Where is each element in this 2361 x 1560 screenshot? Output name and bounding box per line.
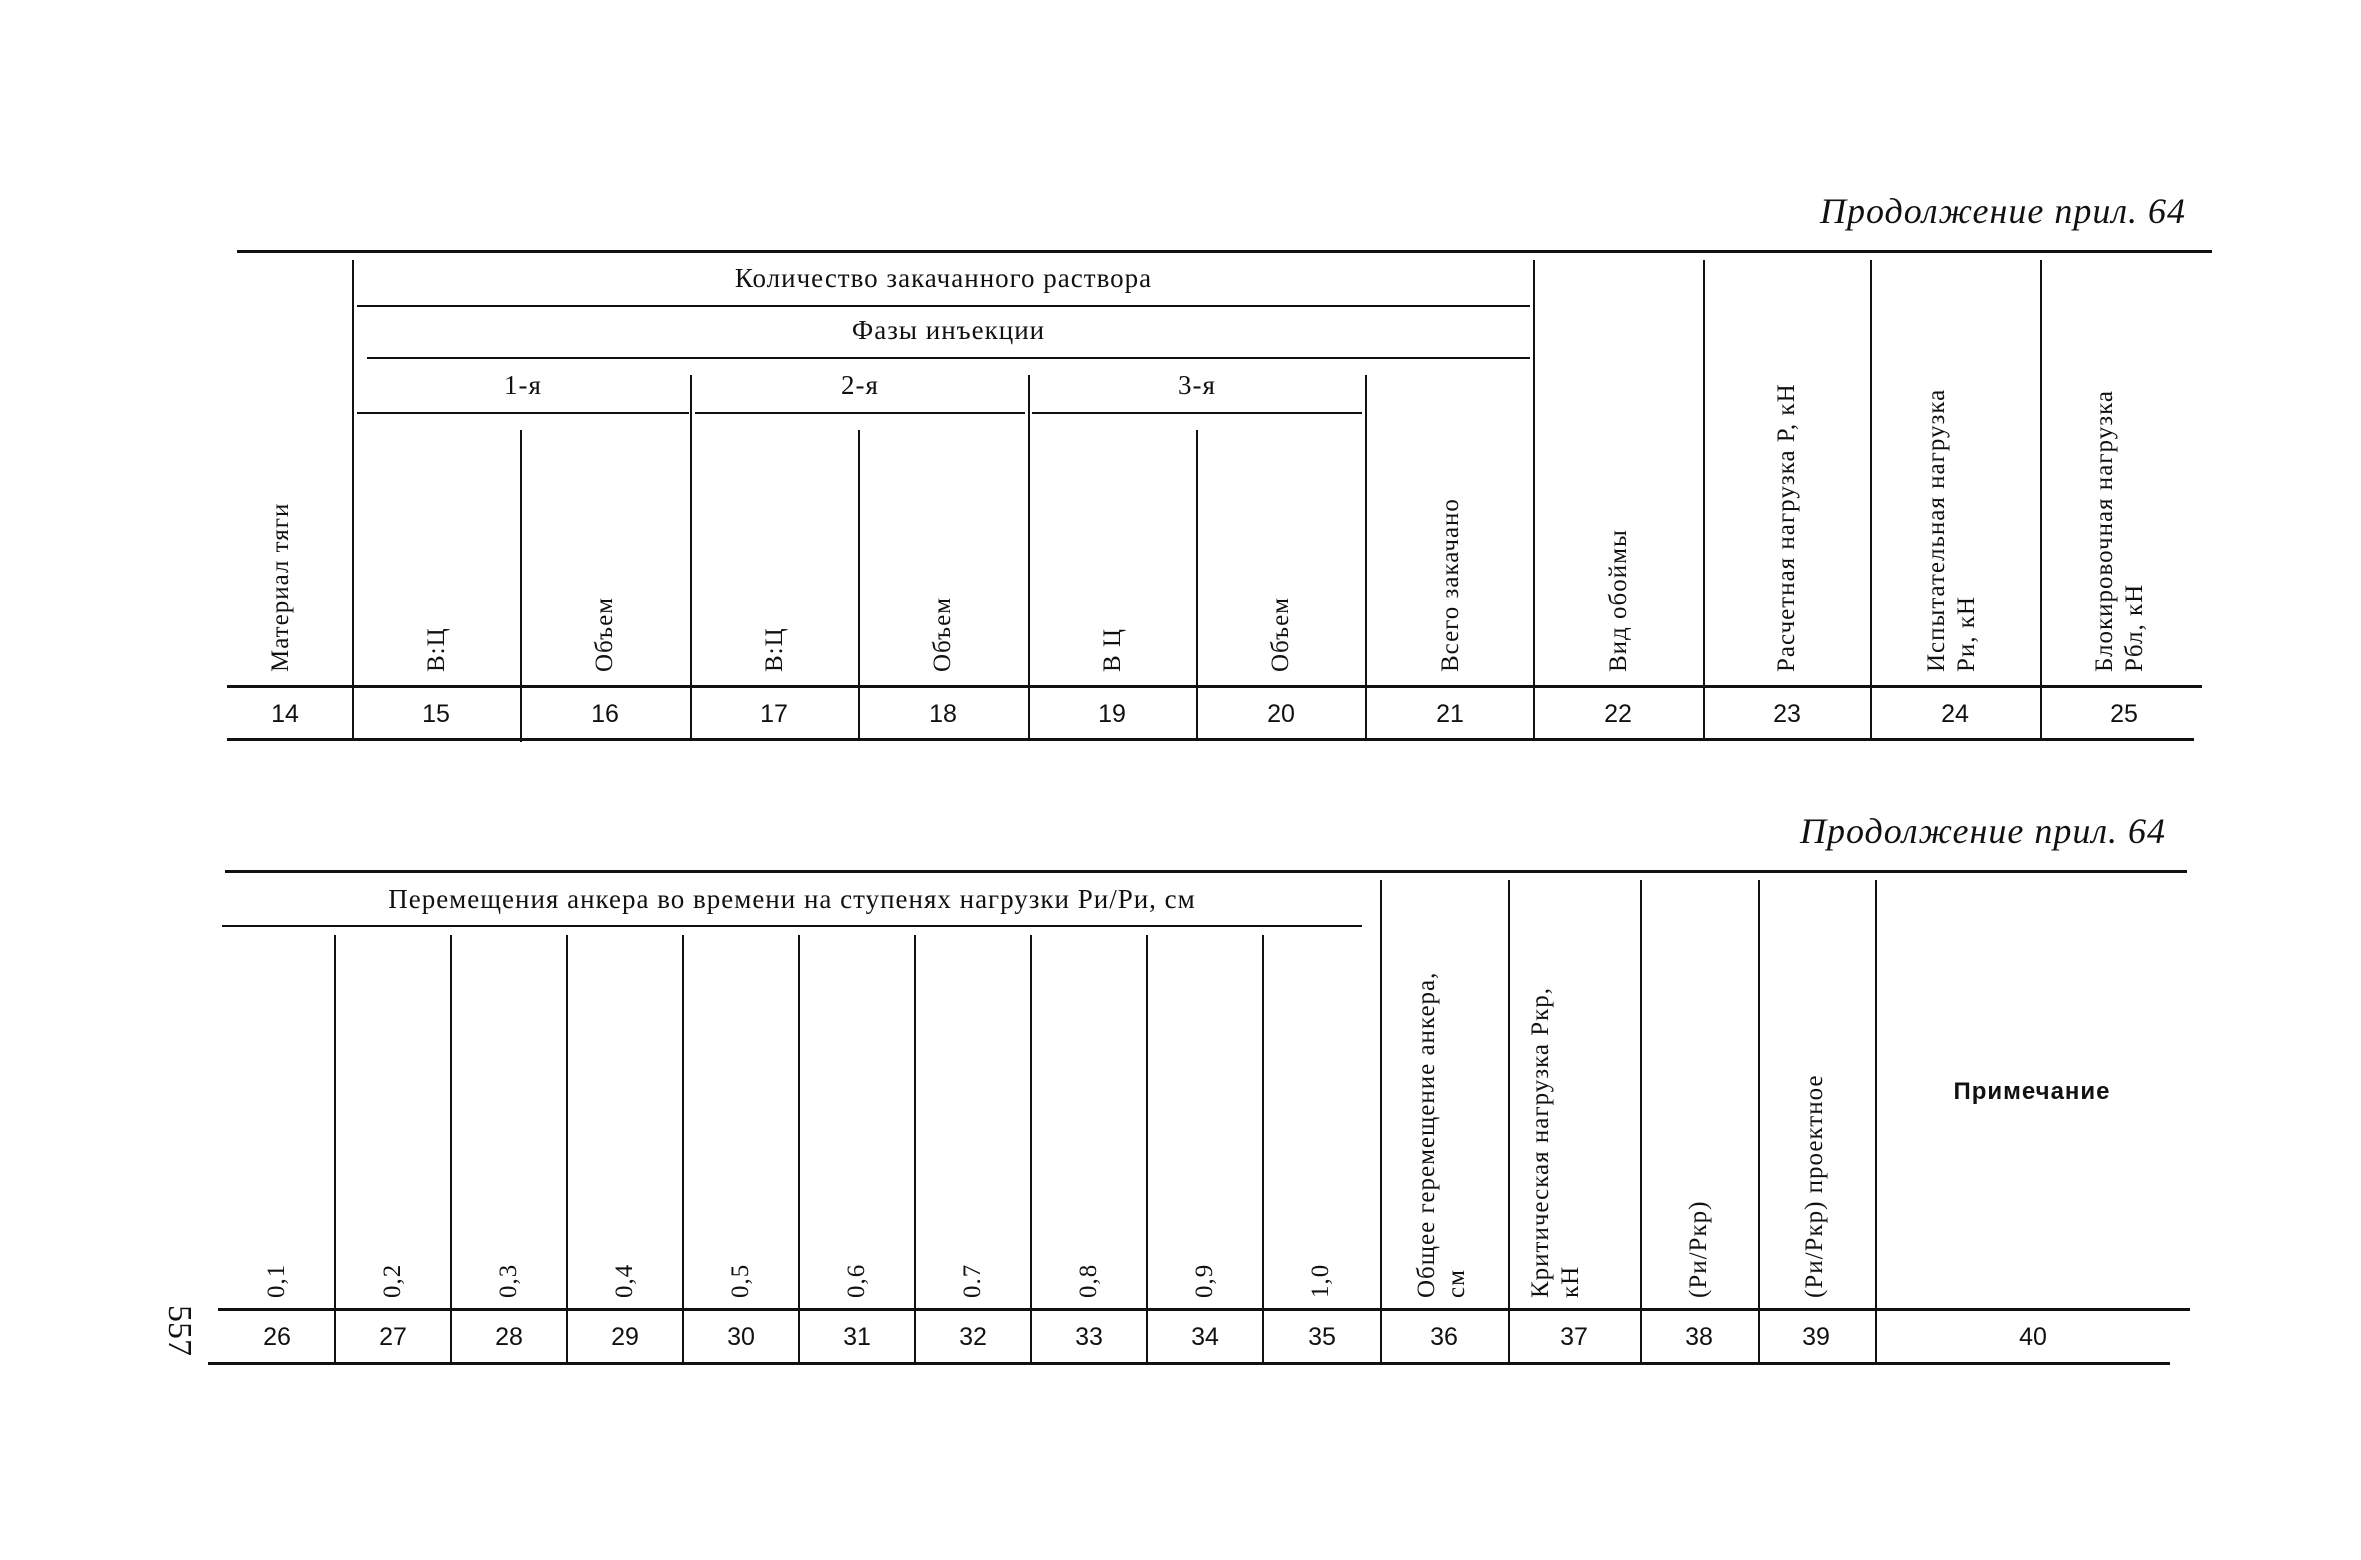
col-test-load-line2: Pи, кН <box>1953 596 1980 672</box>
col-number: 40 <box>2019 1323 2047 1351</box>
top-vline <box>690 375 692 740</box>
bottom-vline <box>682 935 684 1363</box>
col-bc-1: В:Ц <box>423 627 450 672</box>
col-total-pumped: Всего закачано <box>1437 498 1464 672</box>
subgroup-underline <box>367 357 1530 359</box>
col-number: 15 <box>422 700 450 728</box>
step-label: 0,6 <box>843 1263 870 1298</box>
step-label: 0,5 <box>727 1263 754 1298</box>
header-bottom-rule <box>227 685 2202 688</box>
bottom-group-title: Перемещения анкера во времени на ступенях нагрузки Pи/Pи, см <box>388 884 1196 914</box>
col-bc-3: В Ц <box>1099 628 1126 672</box>
col-test-load <box>1922 389 1982 672</box>
col-number: 27 <box>379 1323 407 1351</box>
col-number: 25 <box>2110 700 2138 728</box>
top-rule <box>237 250 2212 253</box>
col-number: 18 <box>929 700 957 728</box>
bottom-vline <box>1875 880 1877 1363</box>
phase-3-label: 3-я <box>1178 370 1216 400</box>
bottom-group-underline <box>222 925 1362 927</box>
bottom-vline <box>450 935 452 1363</box>
col-number: 14 <box>271 700 299 728</box>
col-critical-load-line1: Критическая нагрузка Pкр, <box>1527 986 1554 1298</box>
step-label: 1,0 <box>1307 1263 1334 1298</box>
bottom-vline <box>798 935 800 1363</box>
bottom-vline <box>1380 880 1382 1363</box>
col-block-load-line2: Pбл, кН <box>2121 583 2148 672</box>
bottom-vline <box>1640 880 1642 1363</box>
col-clip-type: Вид обоймы <box>1605 529 1632 672</box>
top-vline <box>1028 375 1030 740</box>
col-bc-2: В:Ц <box>761 627 788 672</box>
top-vline <box>1870 260 1872 740</box>
group-underline <box>357 305 1530 307</box>
step-label: 0,4 <box>611 1263 638 1298</box>
col-volume-1: Объем <box>591 597 618 672</box>
step-label: 0.7 <box>959 1263 986 1298</box>
bottom-vline <box>1262 935 1264 1363</box>
subgroup-title: Фазы инъекции <box>851 315 1046 345</box>
col-number: 30 <box>727 1323 755 1351</box>
phase-2-label: 2-я <box>841 370 879 400</box>
bottom-vline <box>334 935 336 1363</box>
col-number: 17 <box>760 700 788 728</box>
bottom-vline <box>914 935 916 1363</box>
col-number: 22 <box>1604 700 1632 728</box>
col-design-load: Расчетная нагрузка P, кН <box>1773 383 1800 672</box>
top-vline <box>858 430 860 740</box>
bottom-header-rule <box>218 1308 2190 1311</box>
top-vline <box>520 430 522 742</box>
top-continuation-title: Продолжение прил. 64 <box>1820 191 2187 231</box>
col-volume-3: Объем <box>1267 597 1294 672</box>
phase-underline-3 <box>1032 412 1362 414</box>
col-block-load-line1: Блокировочная нагрузка <box>2091 390 2118 672</box>
phase-1-label: 1-я <box>504 370 542 400</box>
bottom-continuation-title: Продолжение прил. 64 <box>1800 811 2167 851</box>
col-number: 34 <box>1191 1323 1219 1351</box>
bottom-vline <box>1758 880 1760 1363</box>
phase-underline-1 <box>357 412 689 414</box>
col-number: 39 <box>1802 1323 1830 1351</box>
step-label: 0,3 <box>495 1263 522 1298</box>
top-vline <box>1703 260 1705 740</box>
step-label: 0,1 <box>263 1263 290 1298</box>
bottom-vline <box>1146 935 1148 1363</box>
col-total-displacement <box>1412 972 1472 1298</box>
bottom-vline <box>566 935 568 1363</box>
step-label: 0,8 <box>1075 1263 1102 1298</box>
phase-underline-2 <box>695 412 1025 414</box>
col-material: Материал тяги <box>267 502 294 672</box>
step-label: 0,2 <box>379 1263 406 1298</box>
top-vline <box>1365 375 1367 740</box>
col-load-ratio: (Pи/Pкр) <box>1685 1200 1712 1298</box>
top-vline <box>2040 260 2042 740</box>
col-number: 29 <box>611 1323 639 1351</box>
col-number: 19 <box>1098 700 1126 728</box>
col-number: 31 <box>843 1323 871 1351</box>
col-note: Примечание <box>1953 1078 2111 1105</box>
col-number: 24 <box>1941 700 1969 728</box>
bottom-vline <box>1508 880 1510 1363</box>
col-volume-2: Объем <box>929 597 956 672</box>
col-number: 23 <box>1773 700 1801 728</box>
col-number: 20 <box>1267 700 1295 728</box>
group-title: Количество закачанного раствора <box>734 263 1153 293</box>
top-bottom-rule <box>227 738 2194 741</box>
col-number: 16 <box>591 700 619 728</box>
col-number: 36 <box>1430 1323 1458 1351</box>
col-total-displacement-line1: Общее геремещение анкера, <box>1413 971 1440 1298</box>
col-number: 32 <box>959 1323 987 1351</box>
col-total-displacement-line2: см <box>1443 1269 1470 1298</box>
col-number: 21 <box>1436 700 1464 728</box>
step-label: 0,9 <box>1191 1263 1218 1298</box>
col-number: 33 <box>1075 1323 1103 1351</box>
bottom-vline <box>1030 935 1032 1363</box>
col-number: 37 <box>1560 1323 1588 1351</box>
page-number: 557 <box>161 1305 198 1356</box>
col-number: 38 <box>1685 1323 1713 1351</box>
col-number: 26 <box>263 1323 291 1351</box>
col-critical-load <box>1526 987 1586 1298</box>
col-critical-load-line2: кН <box>1557 1265 1584 1298</box>
col-block-load <box>2090 390 2150 672</box>
col-load-ratio-design: (Pи/Pкр) проектное <box>1801 1074 1828 1298</box>
top-vline <box>1533 260 1535 740</box>
top-vline <box>1196 430 1198 740</box>
col-number: 35 <box>1308 1323 1336 1351</box>
col-test-load-line1: Испытательная нагрузка <box>1923 388 1950 672</box>
top-vline <box>352 260 354 740</box>
col-number: 28 <box>495 1323 523 1351</box>
bottom-top-rule <box>225 870 2187 873</box>
